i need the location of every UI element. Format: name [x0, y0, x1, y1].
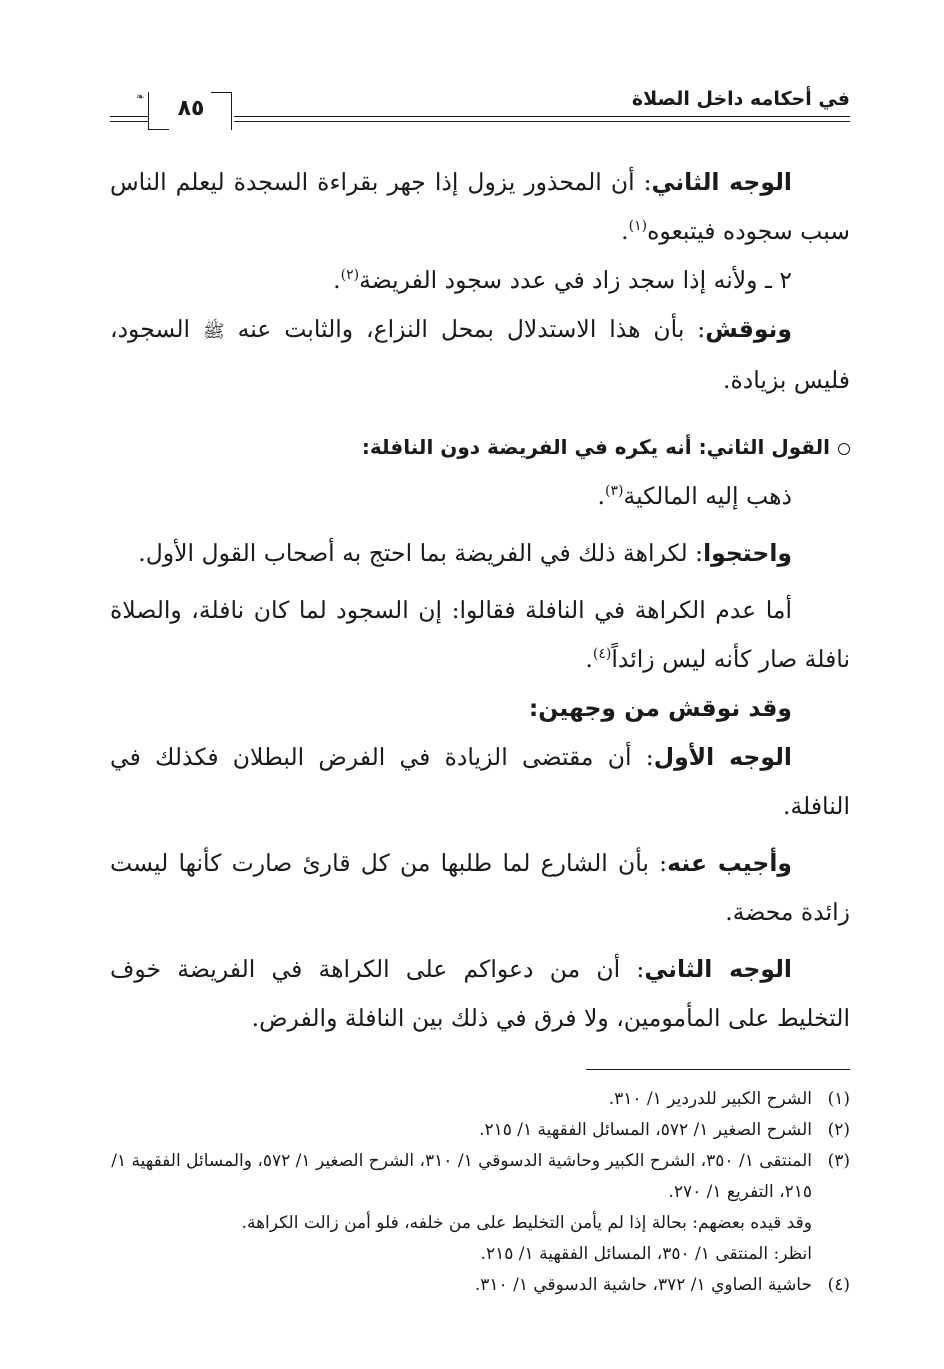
paragraph: ٢ ـ ولأنه إذا سجد زاد في عدد سجود الفريضة$^{(٢)}$. [333, 266, 792, 294]
footnote-ref[interactable]: (٣) [605, 483, 624, 500]
footnote-ref[interactable]: (٤) [592, 646, 612, 663]
footnote [110, 1115, 850, 1146]
term-label: ونوقش [705, 315, 792, 343]
footnote-separator [586, 1069, 850, 1070]
footnote [110, 1270, 850, 1301]
footnote-number: (١) [827, 1089, 850, 1109]
term-label: وأجيب عنه [667, 849, 792, 877]
footnote-number: (٣) [827, 1151, 850, 1171]
footnote-continuation [110, 1208, 850, 1239]
header-rule [234, 116, 850, 117]
paragraph: ذهب إليه المالكية$^{(٣)}$. [597, 482, 792, 510]
section-heading: القول الثاني: أنه يكره في الفريضة دون النافلة: [110, 423, 850, 472]
paragraph: الوجه الثاني: أن من دعواكم على الكراهة في الفريضة خوف التخليط على المأمومين، ولا فرق في ذلك بين النافلة والفرض. [110, 955, 850, 1032]
paragraph: الوجه الأول: أن مقتضى الزيادة في الفرض البطلان فكذلك في النافلة. [110, 743, 850, 820]
header-rule [234, 121, 850, 122]
paragraph: ونوقش: بأن هذا الاستدلال بمحل النزاع، والثابت عنه ﷺ السجود، فليس بزيادة. [110, 315, 850, 394]
footnote-continuation [110, 1239, 850, 1270]
footnote-text: الشرح الكبير للدردير ١/ ٣١٠. [608, 1089, 812, 1109]
page-number: ٨٥ [177, 96, 205, 121]
footnote-text: المنتقى ١/ ٣٥٠، الشرح الكبير وحاشية الدسوقي ١/ ٣١٠، الشرح الصغير ١/ ٥٧٢، والمسائل الفقهية ١/ ٢١٥، التفريع ١/ ٢٧٠. [111, 1151, 812, 1202]
footnote-ref[interactable]: (١) [628, 218, 648, 235]
footnotes [110, 1084, 850, 1301]
term-label: الوجه الثاني [644, 955, 792, 983]
term-label: وقد نوقش من وجهين: [528, 694, 792, 722]
footnote-text: الشرح الصغير ١/ ٥٧٢، المسائل الفقهية ١/ ٢١٥. [479, 1120, 812, 1140]
paragraph: وأجيب عنه: بأن الشارع لما طلبها من كل قارئ صارت كأنها ليست زائدة محضة. [110, 849, 850, 926]
footnote-text: وقد قيده بعضهم: بحالة إذا لم يأمن التخليط على من خلفه، فلو أمن زالت الكراهة. [241, 1213, 812, 1233]
footnote-text: انظر: المنتقى ١/ ٣٥٠، المسائل الفقهية ١/ ٢١٥. [480, 1244, 812, 1264]
paragraph: أما عدم الكراهة في النافلة فقالوا: إن السجود لما كان نافلة، والصلاة نافلة صار كأنه ليس زائداً$^{(٤)}$. [110, 596, 850, 673]
page-header [110, 78, 850, 138]
honorific-glyph: ﷺ [202, 321, 225, 342]
main-text [110, 158, 850, 1043]
book-page [110, 78, 850, 1301]
paragraph: الوجه الثاني: أن المحذور يزول إذا جهر بقراءة السجدة ليعلم الناس سبب سجوده فيتبعوه$^{(١)}$. [110, 168, 850, 245]
term-label: واحتجوا [703, 539, 792, 567]
paragraph [110, 684, 850, 733]
footnote-number: (٢) [827, 1120, 850, 1140]
footnote [110, 1146, 850, 1208]
paragraph: واحتجوا: لكراهة ذلك في الفريضة بما احتج به أصحاب القول الأول. [138, 539, 792, 567]
header-rule [110, 121, 148, 122]
footnote [110, 1084, 850, 1115]
footnote-ref[interactable]: (٢) [340, 267, 360, 284]
term-label: الوجه الأول [653, 743, 792, 771]
term-label: الوجه الثاني [651, 168, 792, 196]
flourish-ornament-icon: ❧ [136, 92, 145, 103]
footnote-number: (٤) [827, 1275, 850, 1295]
running-title: في أحكامه داخل الصلاة [631, 88, 850, 110]
footnote-text: حاشية الصاوي ١/ ٣٧٢، حاشية الدسوقي ١/ ٣١٠. [474, 1275, 812, 1295]
header-rule [110, 116, 148, 117]
circle-bullet-icon [838, 443, 850, 455]
